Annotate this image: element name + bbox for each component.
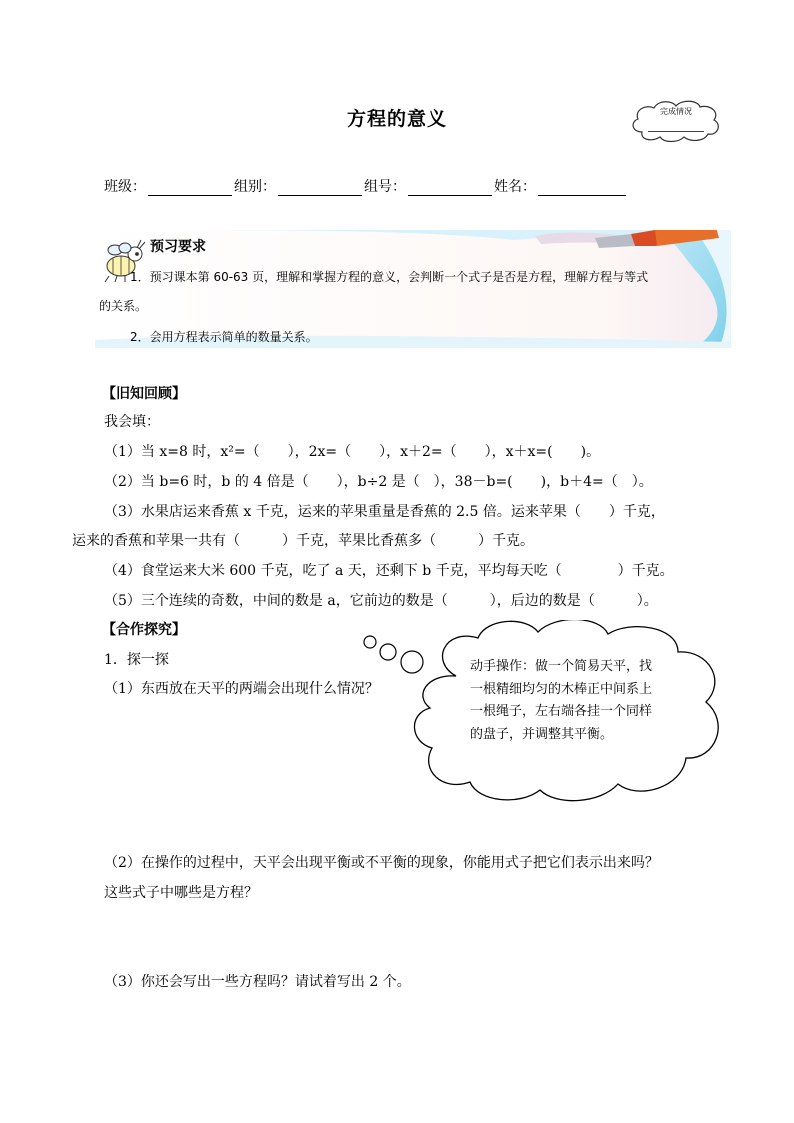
thought-text: 动手操作：做一个简易天平，找一根精细均匀的木棒正中间系上一根绳子，左右端各挂一个同样的盘子，并调整其平衡。 [470, 659, 653, 742]
class-blank[interactable] [148, 180, 232, 196]
review-intro: 我会填： [104, 414, 160, 430]
explore-q1: （1）东西放在天平的两端会出现什么情况？ [104, 681, 379, 697]
group-blank[interactable] [278, 180, 362, 196]
review-q3-cont: 运来的香蕉和苹果一共有（ ）千克，苹果比香蕉多（ ）千克。 [72, 533, 534, 549]
name-blank[interactable] [538, 180, 626, 196]
explore-q2-cont: 这些式子中哪些是方程？ [104, 885, 258, 901]
review-q5: （5）三个连续的奇数，中间的数是 a，它前边的数是（ ），后边的数是（ ）。 [104, 593, 658, 609]
review-q2: （2）当 b=6 时，b 的 4 倍是（ ），b÷2 是（ ），38－b=( )，b＋4=（ ）。 [104, 474, 653, 490]
review-q3: （3）水果店运来香蕉 x 千克，运来的苹果重量是香蕉的 2.5 倍。运来苹果（ ）千克， [104, 504, 665, 520]
name-label: 姓名： [494, 179, 536, 195]
preview-heading: 预习要求 [150, 239, 206, 255]
status-cloud-icon [628, 98, 724, 144]
class-label: 班级： [104, 179, 146, 195]
preview-item-2: 2．会用方程表示简单的数量关系。 [130, 330, 318, 344]
preview-item-1-cont: 的关系。 [99, 299, 148, 313]
group-number-blank[interactable] [408, 180, 492, 196]
explore-q2: （2）在操作的过程中，天平会出现平衡或不平衡的现象，你能用式子把它们表示出来吗？ [104, 855, 659, 871]
review-q1: （1）当 x=8 时，x²=（ ），2x=（ ），x＋2=（ ），x＋x=( )。 [104, 444, 601, 460]
explore-q3: （3）你还会写出一些方程吗？请试着写出 2 个。 [104, 974, 411, 990]
status-blank[interactable] [648, 131, 704, 132]
preview-item-1: 1．预习课本第 60-63 页，理解和掌握方程的意义，会判断一个式子是否是方程，理解方程与等式 [130, 270, 649, 284]
group-label: 组别： [234, 179, 276, 195]
page-title: 方程的意义 [346, 108, 447, 130]
explore-sub1: 1．探一探 [104, 652, 169, 668]
review-q4: （4）食堂运来大米 600 千克，吃了 a 天，还剩下 b 千克，平均每天吃（ ）千克。 [104, 563, 674, 579]
review-heading: 【旧知回顾】 [102, 386, 186, 402]
explore-heading: 【合作探究】 [102, 622, 186, 638]
group-number-label: 组号： [364, 179, 406, 195]
student-info-row [104, 176, 628, 196]
status-label: 完成情况 [660, 107, 692, 116]
